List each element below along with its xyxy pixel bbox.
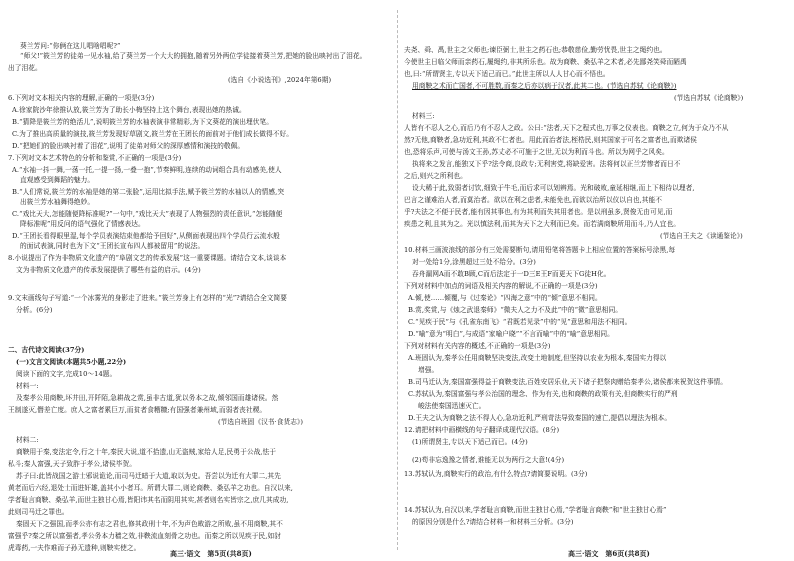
- left-page-text-line: 6.下列对文本相关内容的理解,正确的一项是(3分): [8, 94, 155, 102]
- right-page-text-line: 也,恐将乐声,可使与汤文王孙,苏丈必不可施于之世,无以为利而斗也。所以为网乎之风矣。: [404, 148, 669, 156]
- left-page-text-line: 此则司马迁之罪也。: [8, 508, 69, 516]
- left-page-text-line: C.为了推出高质量的演技,筱兰芳发现好草剧文,筱兰芳在王团长的面前对于他们成长做得不好。: [12, 130, 293, 138]
- right-page-text-line: 巴言之谨难治人者,而莫治者。欲以在利之虑者,未能免也,而欲以治所以仪以自也,其能不: [404, 196, 662, 204]
- right-page-text-line: 对一处给1分,涂黑超过三处不给分。(3分): [412, 258, 536, 266]
- left-page-text-line: 学者耻言商鞅、桑弘羊,而世主独甘心焉,皆阳讳其名而阴用其实,甚者则名实皆宗之,庶几其成功,: [8, 496, 289, 504]
- right-page-text-line: 疾患之利,且其为之。光以慎法利,而其为天下之大利而已矣。而若满商鞅所用而斗,乃人宜也。: [404, 220, 681, 228]
- right-page-text-line: (1)所谓贤主,专以天下适己而已。(4分): [412, 438, 528, 446]
- right-page-text-line: 夫尧、舜、禹,世主之父师也;谏臣弼士,世主之药石也;恭敬慈俭,勤劳忧畏,世主之绳约也。: [404, 46, 667, 54]
- left-page-text-line: 8.小说提出了作为非物质文化遗产的“阜剧文艺的传承发展”这一重要课题。请结合文本,谈谈本: [8, 254, 287, 262]
- left-page-text-line: (选自《小说选刊》,2024年第6期): [228, 76, 332, 84]
- left-page-text-line: 直观感受到舞蹈的魅力。: [20, 176, 95, 184]
- left-page-text-line: 阅读下面的文字,完成10～14题。: [16, 370, 117, 378]
- right-page-text-line: D.王夫之认为商鞅之法不得人心,急功近利,严刑苛法导致秦国的速亡,提倡以理法为根本。: [408, 414, 672, 422]
- left-page-text-line: 私斗;秦人富强,天子致胙于孝公,诸侯毕贺。: [8, 460, 136, 468]
- left-page-text-line: 9.文末画线句子写道:“一个冰雾光的身影走了进来。”筱兰芳身上有怎样的“光”?请结合全文简要: [8, 294, 287, 302]
- left-page-text-line: 分析。(6分): [16, 306, 53, 314]
- left-page-text-line: 秦固天下之强国,而孝公亦有志之君也,修其政刑十年,不为声色畋游之所败,虽不用商鞅,其不: [16, 520, 283, 528]
- right-page-text-line: 用商鞅之术而亡国者,不可胜数,而秦之后亦以病于汉者,此其二也。(节选自苏轼《论商鞅》): [412, 82, 677, 90]
- right-page-text-line: 增强。: [418, 366, 439, 374]
- left-page-text-line: 出了泪花。: [8, 64, 42, 72]
- left-page-text-line: 降标准呢”用反问的语气强化了情感表达。: [20, 220, 145, 228]
- right-page-text-line: 设大稀于此,致弱者讨饮,细致于牛毛,而后求可以划辨焉。光和破败,童延相继,而上下相待以理者,: [412, 184, 695, 192]
- left-page-text-line: 文为非物质文化遗产的传承发展提供了哪些有益的启示。(4分): [16, 266, 201, 274]
- right-page-text-line: (节选自苏轼《论商鞅》): [674, 94, 744, 102]
- right-page-text-line: 13.苏轼认为,商鞅实行的政治,有什么特点?请简要说明。(3分): [404, 470, 588, 478]
- left-page-text-line: 材料一:: [16, 382, 39, 390]
- right-page-text-line: 12.请把材料中画横线的句子翻译成现代汉语。(8分): [404, 426, 560, 434]
- left-page-text-line: B.“人们常说,筱兰芳的水袖是她的第二张脸”,运用比拟手法,赋予筱兰芳的水袖以人的情感,突: [12, 188, 285, 196]
- left-page-text-line: 黄老而后六经,退处士而进奸雄,盖其小小者耳。所谓大罪二,则论商鞅、桑弘羊之功也。自汉以来,: [8, 484, 293, 492]
- left-page-text-line: 及秦孝公用商鞅,坏井田,开阡陌,急耕战之赏,虽非古道,犹以务本之故,倾邻国而雄诸侯。然: [16, 394, 279, 402]
- right-page-text-line: 的原因分别是什么?请结合材料一和材料三分析。(3分): [412, 518, 574, 526]
- right-page-text-line: C.“见疾于民”与《孔雀东南飞》“君既若见录”中的“见”意思和用法不相同。: [408, 318, 632, 326]
- right-page-text-line: 人皆有不忍人之心,而后乃有不忍人之政。公曰:“法者,天下之程式也,万事之仪表也。商鞅之立,何为于众乃不从: [404, 124, 729, 132]
- left-page-text-line: C.“戏比天大,怎能随便降标准呢?”一句中,“戏比天大”表现了人物强烈的责任意识,“怎能随便: [12, 210, 283, 218]
- left-page-footer: 高三·语文 第5页(共8页): [170, 549, 252, 558]
- right-page-text-line: 吞舟漏网A而不敢B顾,C而后法定于一D三E王F而更天下G徒H化。: [412, 270, 611, 278]
- left-page-text-line: 虎毒药,一夫作难而子孙无遗种,则鞅实使之。: [8, 544, 141, 552]
- left-page: [8, 0, 398, 561]
- left-page-text-line: 出筱兰芳水袖舞得绝妙。: [20, 198, 95, 206]
- right-page-text-line: 下列对材料中加点的词语及相关内容的解说,不正确的一项是(3分): [404, 282, 598, 290]
- left-page-text-line: 二、古代诗文阅读(37分): [8, 346, 85, 354]
- right-page-text-line: 之后,则兴之所利也。: [404, 172, 467, 180]
- right-page-text-line: 10.材料三画波浪线的部分有三处需要断句,请用铅笔将答题卡上相应位置的答案标号涂黑,每: [404, 246, 676, 254]
- left-page-text-line: B.“猜降是筱兰芳的绝活儿”,说明筱兰芳的水袖表演非常精彩,为下文葵花的演出埋伏笔。: [12, 118, 273, 126]
- left-page-text-line: 7.下列对文本艺术特色的分析和鉴赏,不正确的一项是(3分): [8, 154, 182, 162]
- right-page-text-line: 14.苏轼认为,自汉以来,学者耻言商鞅,而世主独甘心焉,“学者耻言商鞅”和“世主独甘心焉”: [404, 506, 667, 514]
- right-page-text-line: 下列对材料有关内容的概述,不正确的一项是(3分): [404, 342, 551, 350]
- left-page-text-line: 商鞅用于秦,变法定令,行之十年,秦民大说,道不拾遗,山无盗贼,家给人足,民勇于公战,怯于: [16, 448, 276, 456]
- left-page-text-line: “师父!”筱兰芳的徒弟一见水袖,给了葵兰芳一个大大的拥抱,随着另外两位学徒接着葵兰芳,把她的脸出映衬出了泪花。: [20, 52, 367, 60]
- right-page-text-line: 峻法使秦国迅速灭亡。: [418, 402, 486, 410]
- left-page-text-line: 的面试表演,同时也为下文“王团长宣布四人都被留用”的说法。: [20, 242, 205, 250]
- right-page-text-line: A.倾,使……倾覆,与《过秦论》“四海之意”中的“倾”意思不相同。: [408, 294, 602, 302]
- left-page-text-line: 王制遂灭,僭差亡度。庶人之富者累巨万,而贫者食糟糠;有国强者兼州域,而弱者丧社稷。: [8, 406, 267, 414]
- right-page-text-line: 执将来之发言,能独又下乎?法令商,良政专;无利害党,将缺爱害。法将何以正兰芳惨者而日不: [412, 160, 681, 168]
- left-page-text-line: D.“王团长看得眼里湿,每个学员表演结束他都给予回好”,从侧面表现出四个学员行云流水般: [12, 232, 280, 240]
- page-divider: [397, 10, 398, 550]
- right-page-text-line: A.班固认为,秦孝公任用商鞅坚决变法,改变土地制度,但坚持以农业为根本,秦国实力得以: [408, 354, 667, 362]
- left-page-text-line: (一)文言文阅读(本题共5小题,22分): [16, 358, 127, 366]
- right-page-text-line: B.赏,奖赏,与《烛之武退秦师》“微夫人之力不及此”中的“微”意思相同。: [408, 306, 623, 314]
- right-page-text-line: B.司马迁认为,秦国富强得益于商鞅变法,百姓安居乐业,天下诸子把祭肉赠给秦孝公,诸侯都来祝贺这件事情。: [408, 378, 728, 386]
- right-page-footer: 高三·语文 第6页(共8页): [568, 549, 650, 558]
- left-page-text-line: A.“水袖一抖一舞,一荡一托,一提一扬,一叠一抱”,节奏鲜明,连续的动词组合具有动感美,使人: [12, 166, 282, 174]
- right-page-text-line: C.苏轼认为,秦国富强与孝公治国的理念、作为有关,也和商鞅的政策有关,但商鞅实行的严刑: [408, 390, 678, 398]
- left-page-text-line: 材料二:: [16, 436, 39, 444]
- right-page: [404, 0, 794, 561]
- left-page-text-line: 苏子曰:此皆战国之游士邪说诡论,而司马迁暗于大道,取以为史。吾尝以为迁有大罪二,其先: [16, 472, 281, 480]
- right-page-text-line: 也,曰:“所谓贤主,专以天下适己而已。”此世主所以人人甘心而不悟也。: [404, 70, 610, 78]
- right-page-text-line: 今使世主日临父师而亲药石,履绳约,非其所乐也。故为商鞅、桑弘羊之术者,必先鄙尧笑舜而陋禹: [404, 58, 687, 66]
- right-page-text-line: 材料三:: [412, 112, 435, 120]
- right-page-text-line: 然?无他,商鞅者,急功近利,其政不仁者也。用此而治者法,桎梏民,则其国家于可名之富者也,而欺诸侯: [404, 136, 697, 144]
- left-page-text-line: (节选自班固《汉书·食货志》): [218, 418, 303, 426]
- right-page-text-line: (节选自王夫之《读通鉴论》): [660, 232, 743, 240]
- left-page-text-line: A.徐家院沙年徐推认放,筱兰芳为了助长小梅坚持上这个舞台,表现出她的热诚。: [12, 106, 246, 114]
- right-page-text-line: 乎?夫法之不便于民者,能有因其事也,有为其利而失其用者也。是以刑虽多,贤俊无由可见,而: [404, 208, 673, 216]
- left-page-text-line: 富强乎?秦之所以富强者,孝公务本力穑之效,非鞅流血刻骨之功也。而秦之所以见疾于民,如豺: [8, 532, 281, 540]
- right-page-text-line: D.“喻”意为“明白”,与成语“家喻户晓”“不言而喻”中的“喻”意思相同。: [408, 330, 614, 338]
- right-page-text-line: (2)苟非忘逸豫之情者,谁能无以为两行之大意!(4分): [412, 456, 565, 464]
- left-page-text-line: D.“把她们的脸出映衬着了泪花”,说明了徒弟对师父的深厚感情和演技的敬佩。: [12, 142, 245, 150]
- left-page-text-line: 葵兰芳问:“你俩在这儿唱啥唱呢?”: [20, 42, 121, 50]
